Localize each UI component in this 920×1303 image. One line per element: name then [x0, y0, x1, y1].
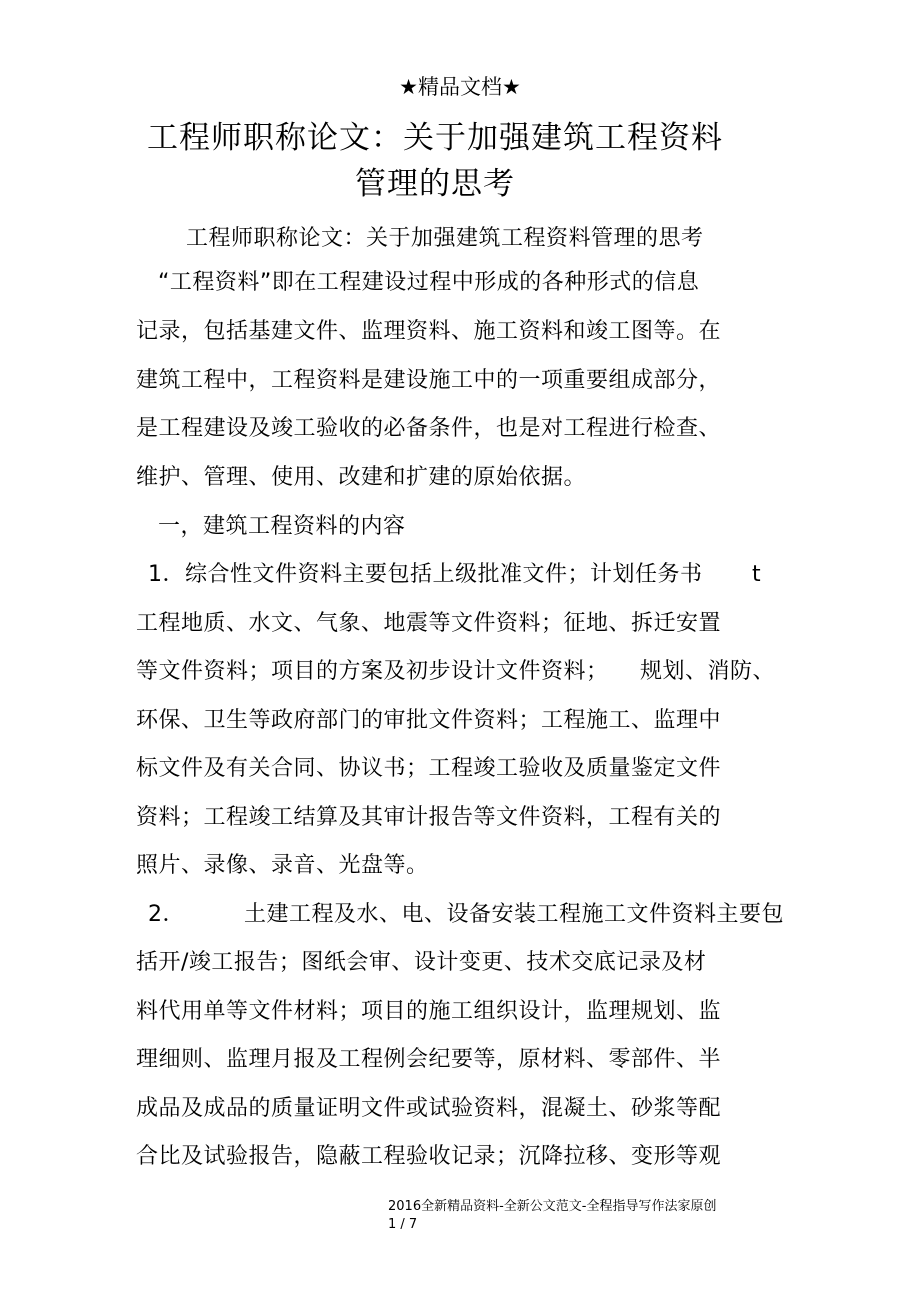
page-number: 1 / 7 — [388, 1217, 418, 1232]
paragraph-line: 建筑工程中，工程资料是建设施工中的一项重要组成部分， — [136, 368, 722, 393]
paragraph-line: 照片、录像、录音、光盘等。 — [136, 853, 429, 878]
paragraph-line: 料代用单等文件材料；项目的施工组织设计，监理规划、监 — [136, 999, 722, 1024]
paragraph-line: 理细则、监理月报及工程例会纪要等，原材料、零部件、半 — [136, 1047, 722, 1072]
paragraph-line: 工程地质、水文、气象、地震等文件资料；征地、拆迁安置 — [136, 611, 722, 636]
paragraph-line: 标文件及有关合同、协议书；工程竣工验收及质量鉴定文件 — [136, 756, 722, 781]
paragraph-line: 环保、卫生等政府部门的审批文件资料；工程施工、监理中 — [136, 708, 722, 733]
paragraph-line: 成品及成品的质量证明文件或试验资料，混凝土、砂浆等配 — [136, 1096, 722, 1121]
section-heading: 一，建筑工程资料的内容 — [158, 514, 406, 539]
subtitle: 工程师职称论文：关于加强建筑工程资料管理的思考 — [186, 226, 704, 251]
paragraph-line-fragment: 规划、消防、 — [640, 659, 776, 684]
paragraph-line: 1．综合性文件资料主要包括上级批准文件；计划任务书 — [148, 562, 703, 587]
page-header: ★精品文档★ — [399, 75, 521, 99]
list-number: 2． — [148, 902, 185, 927]
footer-text: 2016全新精品资料-全新公文范文-全程指导写作法家原创 — [388, 1199, 717, 1214]
paragraph-line: 资料；工程竣工结算及其审计报告等文件资料，工程有关的 — [136, 805, 722, 830]
paragraph-line: 括开/竣工报告；图纸会审、设计变更、技术交底记录及材 — [136, 950, 707, 975]
document-title-line-1: 工程师职称论文：关于加强建筑工程资料 — [147, 120, 723, 156]
document-title-line-2: 管理的思考 — [355, 166, 515, 202]
paragraph-line: 记录，包括基建文件、监理资料、施工资料和竣工图等。在 — [136, 319, 722, 344]
paragraph-line: 是工程建设及竣工验收的必备条件，也是对工程进行检查、 — [136, 416, 722, 441]
paragraph-line: 等文件资料；项目的方案及初步设计文件资料； — [136, 659, 609, 684]
paragraph-line: 维护、管理、使用、改建和扩建的原始依据。 — [136, 465, 587, 490]
paragraph-line: 合比及试验报告，隐蔽工程验收记录；沉降拉移、变形等观 — [136, 1144, 722, 1169]
paragraph-line: 土建工程及水、电、设备安装工程施工文件资料主要包 — [244, 902, 785, 927]
paragraph-line-fragment: t — [752, 562, 762, 587]
paragraph-line: “工程资料”即在工程建设过程中形成的各种形式的信息 — [158, 270, 700, 295]
